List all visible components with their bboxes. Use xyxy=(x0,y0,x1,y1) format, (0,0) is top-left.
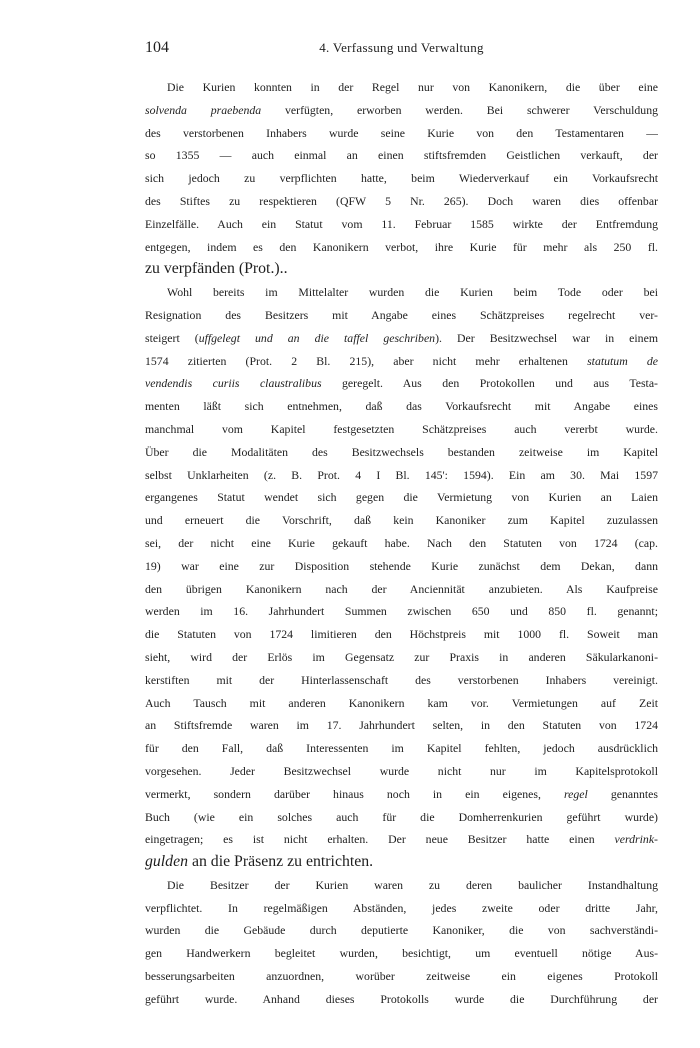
page-header xyxy=(145,38,658,58)
text-segment: sich jedoch zu verpflichten hatte, beim Wiederverkauf ein Vorkaufsrecht xyxy=(145,171,658,186)
text-segment: sei, der nicht eine Kurie gekauft habe. Nach den Statuten von 1724 (cap. xyxy=(145,535,658,550)
text-segment: wurden die Gebäude durch deputierte Kanoniker, die von sachverständi- xyxy=(145,923,658,938)
text-line xyxy=(145,988,658,1011)
text-segment: vermerkt, sondern darüber hinaus noch in ein eigenes, xyxy=(145,786,564,801)
text-segment: die Statuten von 1724 limitieren den Höchstpreis mit 1000 fl. Soweit man xyxy=(145,627,658,642)
text-segment: vorgesehen. Jeder Besitzwechsel wurde nicht nur im Kapitelsprotokoll xyxy=(145,763,658,778)
text-line xyxy=(145,190,658,213)
text-line xyxy=(145,372,658,395)
text-segment: des verstorbenen Inhabers wurde seine Kurie von den Testamentaren — xyxy=(145,125,658,140)
text-segment: steigert ( xyxy=(145,330,199,345)
text-line xyxy=(145,737,658,760)
text-line xyxy=(145,236,658,259)
text-line xyxy=(145,783,658,806)
italic-text-segment: solvenda praebenda xyxy=(145,102,262,117)
text-line xyxy=(145,258,658,281)
text-segment: Die Besitzer der Kurien waren zu deren baulicher Instandhaltung xyxy=(167,877,658,892)
italic-text-segment: regel xyxy=(563,786,588,801)
text-line xyxy=(145,327,658,350)
text-segment: verpflichtet. In regelmäßigen Abständen, jedes zweite oder dritte Jahr, xyxy=(145,900,658,915)
text-line xyxy=(145,99,658,122)
text-line xyxy=(145,874,658,897)
text-segment: Resignation des Besitzers mit Angabe eines Schätzpreises regelrecht ver- xyxy=(145,307,658,322)
text-segment: 19) war eine zur Disposition stehende Kurie zunächst dem Dekan, dann xyxy=(145,558,658,573)
body-text xyxy=(145,76,658,1011)
text-segment: zu verpfänden (Prot.).. xyxy=(145,260,288,278)
text-line xyxy=(145,441,658,464)
text-segment: und erneuert die Vorschrift, daß kein Kanoniker zum Kapitel zuzulassen xyxy=(145,513,658,528)
text-segment: an die Präsenz zu entrichten. xyxy=(188,853,374,871)
text-line xyxy=(145,919,658,942)
text-line xyxy=(145,600,658,623)
text-line xyxy=(145,555,658,578)
text-line xyxy=(145,144,658,167)
text-line xyxy=(145,646,658,669)
text-segment: für den Fall, daß Interessenten im Kapitel fehlten, jedoch ausdrücklich xyxy=(145,741,658,756)
text-segment: 1574 zitierten (Prot. 2 Bl. 215), aber nicht mehr erhaltenen xyxy=(145,353,588,368)
text-segment: gen Handwerkern begleitet wurden, besichtigt, um eventuell nötige Aus- xyxy=(145,946,658,961)
italic-text-segment: vendendis curiis claustralibus xyxy=(145,376,322,391)
text-segment: manchmal vom Kapitel festgesetzten Schätzpreises auch vererbt wurde. xyxy=(145,421,658,436)
text-line xyxy=(145,669,658,692)
text-line xyxy=(145,304,658,327)
italic-text-segment: uffgelegt und an die taffel geschriben xyxy=(198,330,436,345)
text-line xyxy=(145,281,658,304)
text-line xyxy=(145,76,658,99)
text-segment: verfügten, erworben werden. Bei schwerer Verschuldung xyxy=(261,102,658,117)
text-segment: Die Kurien konnten in der Regel nur von Kanonikern, die über eine xyxy=(167,80,658,94)
text-line xyxy=(145,578,658,601)
text-line xyxy=(145,395,658,418)
text-segment: werden im 16. Jahrhundert Summen zwischen 650 und 850 fl. genannt; xyxy=(145,604,658,619)
text-segment: so 1355 — auch einmal an einen stiftsfremden Geistlichen verkauft, der xyxy=(145,148,658,163)
text-line xyxy=(145,714,658,737)
page-number: 104 xyxy=(145,39,169,56)
text-segment: eingetragen; es ist nicht erhalten. Der neue Besitzer hatte einen xyxy=(145,832,615,847)
text-segment: an Stiftsfremde waren im 17. Jahrhundert selten, in den Statuten von 1724 xyxy=(145,718,658,733)
text-segment: entgegen, indem es den Kanonikern verbot, ihre Kurie für mehr als 250 fl. xyxy=(145,239,658,254)
italic-text-segment: gulden xyxy=(145,853,188,871)
text-line xyxy=(145,350,658,373)
text-segment: ergangenes Statut wendet sich gegen die Vermietung von Kurien an Laien xyxy=(145,490,658,505)
text-line xyxy=(145,760,658,783)
text-line xyxy=(145,167,658,190)
text-segment: Buch (wie ein solches auch für die Domherrenkurien geführt wurde) xyxy=(145,809,658,824)
text-segment: geführt wurde. Anhand dieses Protokolls wurde die Durchführung der xyxy=(145,991,658,1006)
text-segment: den übrigen Kanonikern nach der Anciennität anzubieten. Als Kaufpreise xyxy=(145,581,658,596)
text-segment: Wohl bereits im Mittelalter wurden die Kurien beim Tode oder bei xyxy=(167,285,658,300)
text-segment: geregelt. Aus den Protokollen und aus Testa- xyxy=(321,376,658,391)
text-line xyxy=(145,828,658,851)
text-line xyxy=(145,806,658,829)
text-line xyxy=(145,532,658,555)
text-segment: besserungsarbeiten anzuordnen, worüber zeitweise ein eigenes Protokoll xyxy=(145,969,658,984)
text-line xyxy=(145,897,658,920)
text-segment: ). Der Besitzwechsel war in einem xyxy=(435,330,658,345)
text-line xyxy=(145,692,658,715)
text-line xyxy=(145,965,658,988)
text-line xyxy=(145,509,658,532)
text-line xyxy=(145,213,658,236)
text-segment: selbst Unklarheiten (z. B. Prot. 4 I Bl. 145': 1594). Ein am 30. Mai 1597 xyxy=(145,467,658,482)
text-line xyxy=(145,942,658,965)
text-segment: Einzelfälle. Auch ein Statut vom 11. Februar 1585 wirkte der Entfremdung xyxy=(145,216,658,231)
text-segment: kerstiften mit der Hinterlassenschaft des verstorbenen Inhabers vereinigt. xyxy=(145,672,658,687)
text-line xyxy=(145,623,658,646)
text-segment: menten läßt sich entnehmen, daß das Vorkaufsrecht mit Angabe eines xyxy=(145,399,658,414)
text-line xyxy=(145,464,658,487)
text-line xyxy=(145,122,658,145)
text-line xyxy=(145,486,658,509)
italic-text-segment: verdrink- xyxy=(614,832,658,847)
text-line xyxy=(145,851,658,874)
text-line xyxy=(145,418,658,441)
text-segment: des Stiftes zu respektieren (QFW 5 Nr. 265). Doch waren dies offenbar xyxy=(145,193,658,208)
text-segment: sieht, wird der Erlös im Gegensatz zur Praxis in anderen Säkularkanoni- xyxy=(145,649,658,664)
text-segment: Auch Tausch mit anderen Kanonikern kam vor. Vermietungen auf Zeit xyxy=(145,695,658,710)
text-segment: Über die Modalitäten des Besitzwechsels bestanden zeitweise im Kapitel xyxy=(145,444,658,459)
running-head: 4. Verfassung und Verwaltung xyxy=(319,40,484,55)
italic-text-segment: statutum de xyxy=(587,353,658,368)
text-segment: genanntes xyxy=(587,786,658,801)
